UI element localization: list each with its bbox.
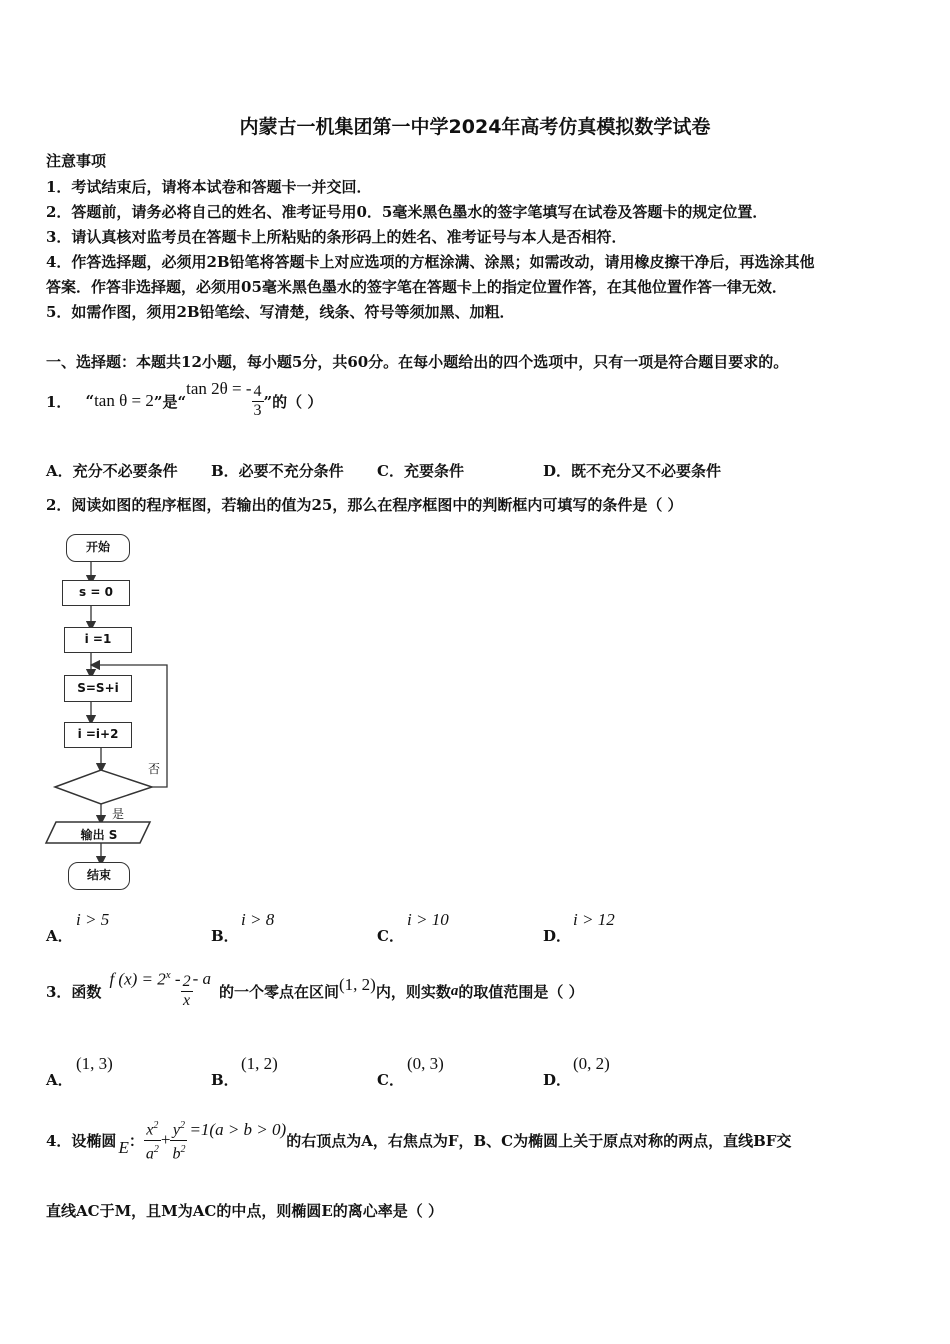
q3-end: 的取值范围是（ ）	[458, 982, 584, 1001]
q1-number: 1．	[46, 392, 72, 411]
question-2: 2．阅读如图的程序框图，若输出的值为25，那么在程序框图中的判断框内可填写的条件是（ ）	[46, 496, 683, 514]
q1-mid: ”是“	[153, 392, 187, 411]
q3-number: 3．函数	[46, 982, 102, 1001]
q1-close: ”的（ ）	[263, 392, 323, 411]
notes-heading: 注意事项	[46, 152, 107, 170]
decision-diamond	[55, 770, 152, 804]
note-item: 1．考试结束后，请将本试卷和答题卡一并交回．	[46, 178, 372, 196]
section-heading: 一、选择题：本题共12小题，每小题5分，共60分。在每小题给出的四个选项中，只有一项是符合题目要求的。	[46, 353, 789, 371]
q4-number: 4．设椭圆	[46, 1131, 117, 1150]
question-3	[46, 968, 584, 1014]
q3-tail: 内，则实数	[375, 982, 451, 1001]
page-title: 内蒙古一机集团第一中学2024年高考仿真模拟数学试卷	[239, 116, 711, 138]
q1-option-a: A．充分不必要条件	[46, 462, 178, 480]
flow-start: 开始	[66, 534, 130, 562]
q1-option-b: B．必要不充分条件	[211, 462, 344, 480]
q4-rhs: =1(a > b > 0)	[189, 1120, 287, 1139]
q4-plus: +	[160, 1130, 171, 1149]
q4-ellipse-name: E	[118, 1138, 129, 1157]
flow-update-i: i =i+2	[64, 722, 132, 748]
q1-fraction: $\frac{4}{3}$	[253, 382, 262, 419]
q4-colon: ：	[128, 1131, 144, 1150]
q4-frac-x: $\frac{x^2}{a^2}$	[144, 1117, 161, 1163]
q4-text-1: 的右顶点为A，右焦点为F，B、C为椭圆上关于原点对称的两点，直线BF交	[286, 1131, 792, 1150]
q4-frac-y: $\frac{y^2}{b^2}$	[170, 1117, 187, 1163]
flow-no-label: 否	[148, 762, 161, 776]
question-4	[46, 1114, 791, 1166]
q1-condition-b: tan 2θ = -	[186, 379, 252, 398]
q1-option-d: D．既不充分又不必要条件	[543, 462, 722, 480]
flow-init-s: s = 0	[62, 580, 130, 606]
flow-output: 输出 S	[80, 828, 118, 842]
flow-init-i: i =1	[64, 627, 132, 653]
note-item: 4．作答选择题，必须用2B铅笔将答题卡上对应选项的方框涂满、涂黑；如需改动，请用橡皮擦干净后，再选涂其他	[46, 253, 815, 271]
q3-interval: (1, 2)	[339, 975, 376, 994]
flow-yes-label: 是	[112, 807, 125, 821]
question-1	[46, 378, 322, 424]
q3-function-tail: - a	[192, 969, 211, 988]
note-item: 2．答题前，请务必将自己的姓名、准考证号用0．5毫米黑色墨水的签字笔填写在试卷及答题卡的规定位置．	[46, 203, 768, 221]
q3-mid: 的一个零点在区间	[218, 982, 339, 1001]
note-item: 3．请认真核对监考员在答题卡上所粘贴的条形码上的姓名、准考证号与本人是否相符．	[46, 228, 627, 246]
q4-text-2: 直线AC于M，且M为AC的中点，则椭圆E的离心率是（ ）	[46, 1202, 444, 1220]
q1-option-c: C．充要条件	[377, 462, 464, 480]
q1-open-quote: “	[85, 392, 95, 410]
flow-end: 结束	[68, 862, 130, 890]
q1-condition-a: tan θ = 2	[94, 391, 154, 410]
q3-function: f $(x) = 2^x$ -	[109, 968, 181, 989]
note-item: 答案．作答非选择题，必须用05毫米黑色墨水的签字笔在答题卡上的指定位置作答，在其他位置作答一律无效．	[46, 278, 787, 296]
q3-fraction: $\frac{2}{x}$	[182, 972, 191, 1009]
flow-update-s: S=S+i	[64, 675, 132, 702]
q3-var: a	[450, 982, 459, 999]
note-item: 5．如需作图，须用2B铅笔绘、写清楚，线条、符号等须加黑、加粗．	[46, 303, 515, 321]
